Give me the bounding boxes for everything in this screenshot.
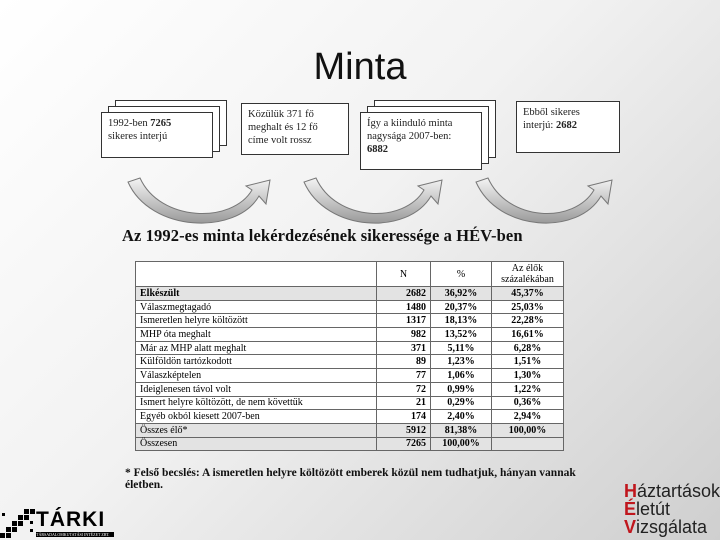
row-label: Ismeretlen helyre költözött [136,314,377,328]
row-pct: 81,38% [431,423,492,437]
row-alive: 16,61% [492,328,564,342]
row-pct: 13,52% [431,328,492,342]
row-label: Ismert helyre költözött, de nem követtük [136,396,377,410]
table-row [136,396,564,410]
row-alive: 100,00% [492,423,564,437]
row-label: Külföldön tartózkodott [136,355,377,369]
table-row [136,300,564,314]
row-n: 7265 [377,437,431,451]
hev-logo-line-1: Háztartások [624,481,720,501]
row-label: Válaszképtelen [136,369,377,383]
row-n: 89 [377,355,431,369]
row-alive: 6,28% [492,341,564,355]
row-label: Egyéb okból kiesett 2007-ben [136,410,377,424]
row-label: Elkészült [136,287,377,301]
row-label: Ideiglenesen távol volt [136,382,377,396]
tarki-logo-text: TÁRKI [36,508,106,531]
row-n: 72 [377,382,431,396]
row-alive: 25,03% [492,300,564,314]
row-n: 2682 [377,287,431,301]
table-row [136,328,564,342]
table-row [136,341,564,355]
table-row [136,437,564,451]
slide-title: Minta [313,46,407,88]
row-pct: 0,29% [431,396,492,410]
curved-arrow-3 [476,178,612,223]
results-table [135,261,564,451]
hev-logo-line-3: Vizsgálata [624,517,708,537]
row-pct: 20,37% [431,300,492,314]
footnote: * Felső becslés: A ismeretlen helyre költözött emberek közül nem tudhatjuk, hányan vannak életben. [125,467,576,491]
hev-logo [624,482,720,536]
row-alive: 1,22% [492,382,564,396]
row-alive: 45,37% [492,287,564,301]
box2-line3: címe volt rossz [248,135,312,146]
row-alive: 22,28% [492,314,564,328]
tarki-logo-tagline: TÁRSADALOMKUTATÁSI INTÉZET ZRT. [36,532,114,537]
header-n: N [377,262,431,287]
tarki-logo-icon [0,505,36,540]
table-row [136,314,564,328]
box3-line1: Így a kiinduló minta [367,118,453,129]
table-row [136,423,564,437]
row-n: 77 [377,369,431,383]
row-pct: 1,06% [431,369,492,383]
box1-prefix: 1992-ben [108,118,151,129]
row-alive: 0,36% [492,396,564,410]
header-pct: % [431,262,492,287]
row-pct: 36,92% [431,287,492,301]
header-label [136,262,377,287]
curved-arrow-1 [128,178,270,223]
box3-count: 6882 [367,144,388,155]
row-n: 1317 [377,314,431,328]
row-pct: 5,11% [431,341,492,355]
box4-count: 2682 [555,120,577,131]
header-alive: Az élők százalékában [492,262,564,287]
row-pct: 1,23% [431,355,492,369]
table-title: Az 1992-es minta lekérdezésének sikeressége a HÉV-ben [122,226,523,245]
row-label: Összesen [136,437,377,451]
box4-line1: Ebből sikeres [523,107,580,118]
table-row [136,382,564,396]
box2-line2: meghalt és 12 fő [248,122,318,133]
row-label: Már az MHP alatt meghalt [136,341,377,355]
row-pct: 2,40% [431,410,492,424]
row-pct: 18,13% [431,314,492,328]
table-row [136,369,564,383]
row-n: 1480 [377,300,431,314]
row-alive [492,437,564,451]
row-alive: 1,51% [492,355,564,369]
row-pct: 100,00% [431,437,492,451]
row-pct: 0,99% [431,382,492,396]
row-n: 174 [377,410,431,424]
table-header-row [136,262,564,287]
row-n: 371 [377,341,431,355]
box1-count: 7265 [150,118,172,129]
box4-prefix: interjú: [523,120,556,131]
row-alive: 1,30% [492,369,564,383]
table-row [136,287,564,301]
row-alive: 2,94% [492,410,564,424]
row-label: Válaszmegtagadó [136,300,377,314]
box3-line2: nagysága 2007-ben: [367,131,452,142]
box2-line1: Közülük 371 fő [248,109,314,120]
row-label: MHP óta meghalt [136,328,377,342]
hev-logo-line-2: Életút [624,499,671,519]
row-n: 21 [377,396,431,410]
row-n: 982 [377,328,431,342]
box1-line2: sikeres interjú [108,131,168,142]
table-row [136,355,564,369]
curved-arrow-2 [304,178,442,223]
row-n: 5912 [377,423,431,437]
table-row [136,410,564,424]
row-label: Összes élő* [136,423,377,437]
